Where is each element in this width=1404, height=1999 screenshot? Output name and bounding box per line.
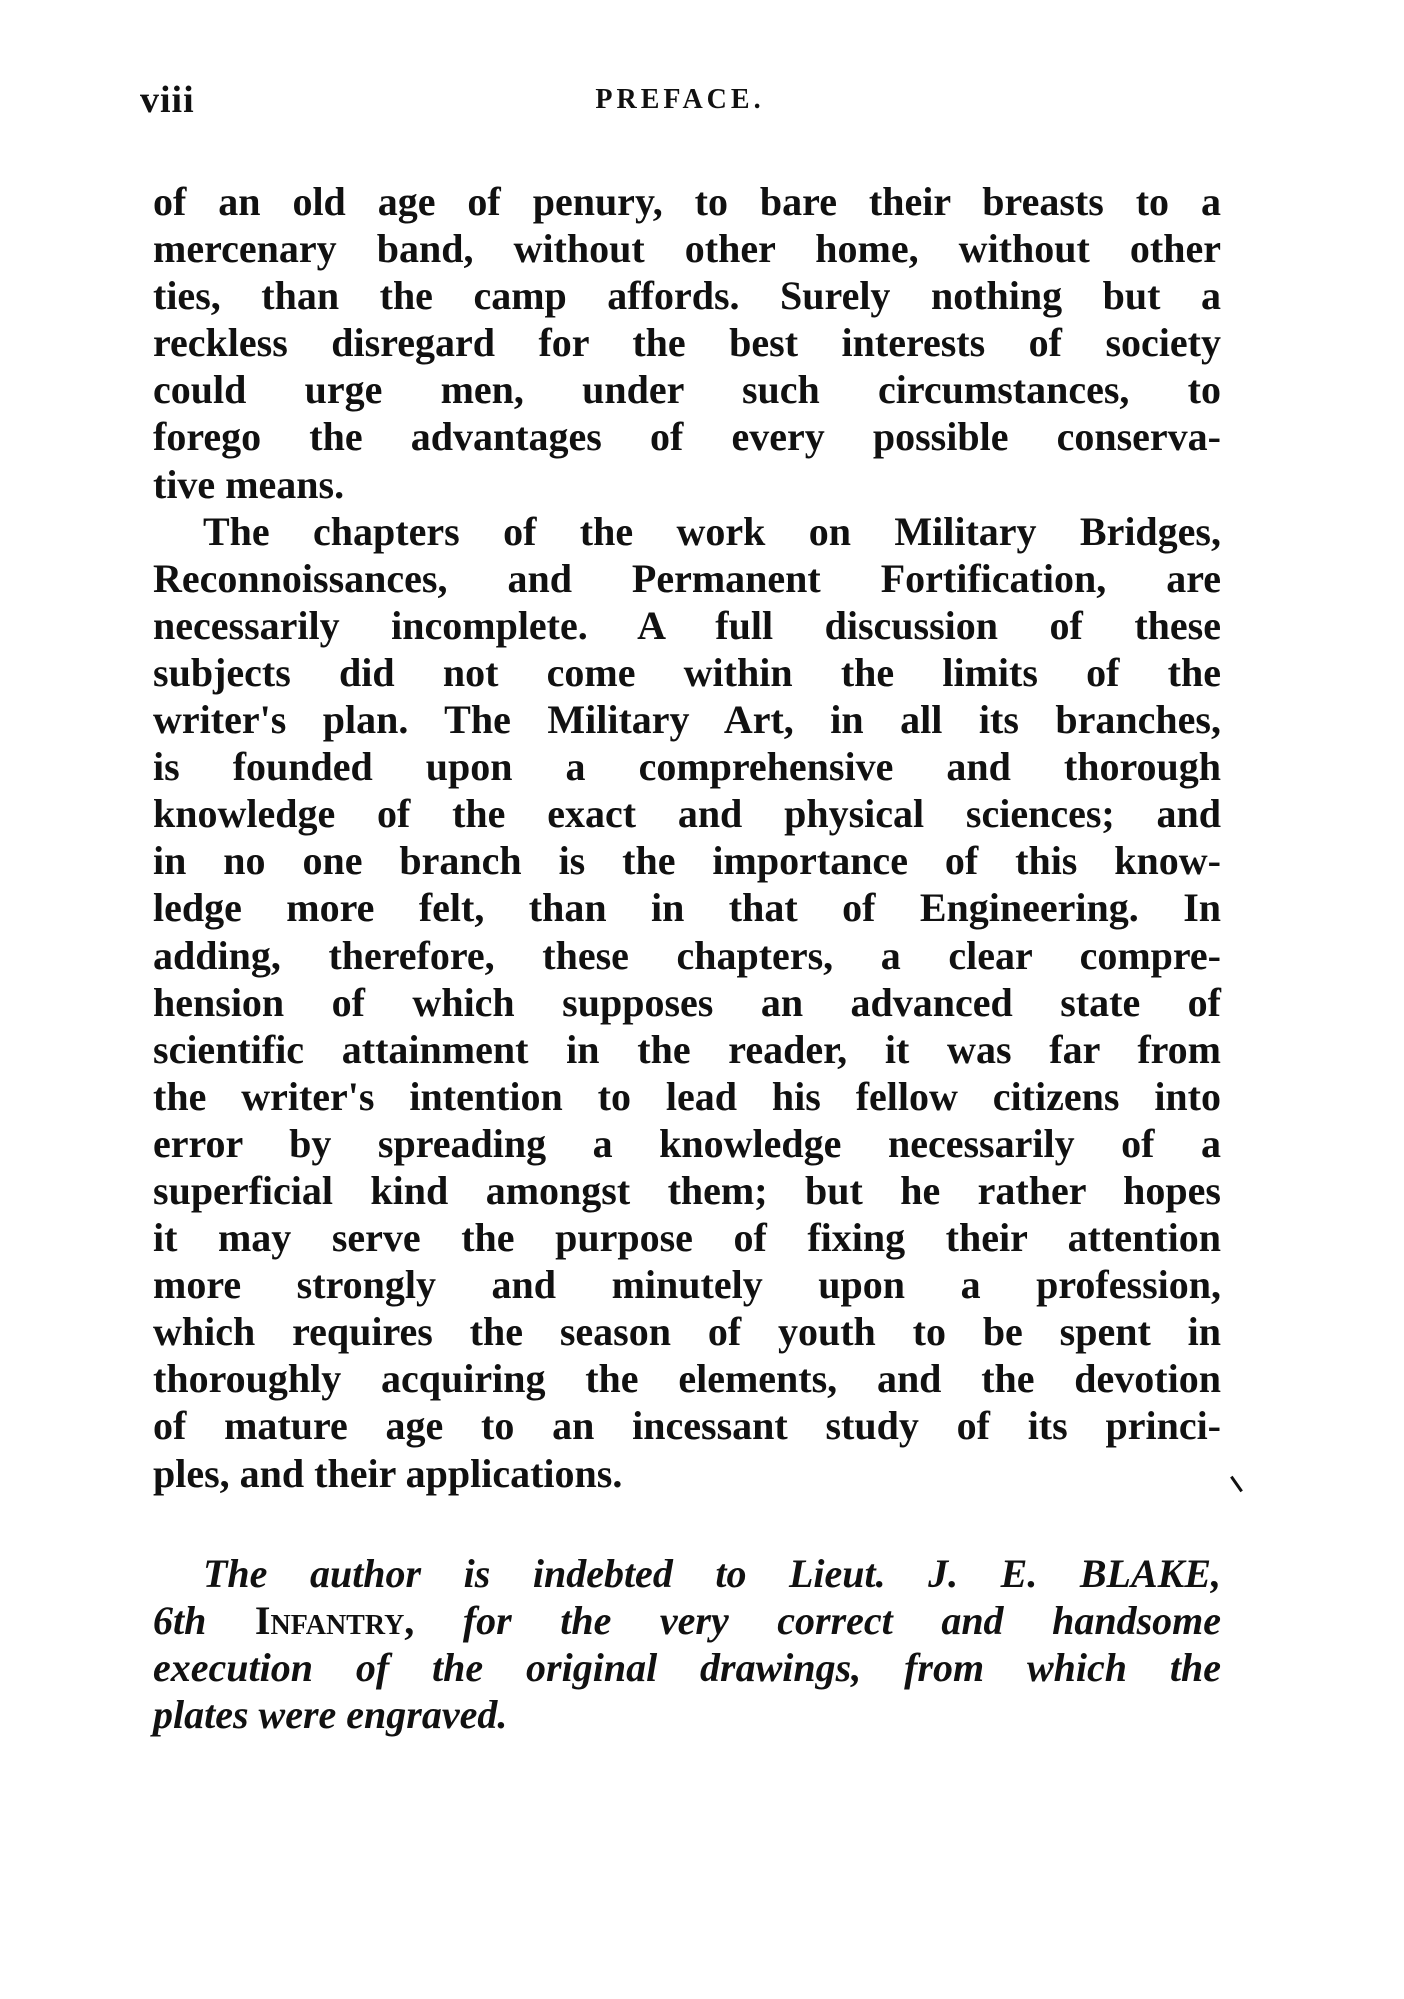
text-line: in no one branch is the importance of this know- bbox=[153, 838, 1221, 884]
text-line: subjects did not come within the limits of the bbox=[153, 649, 1221, 695]
text-line: reckless disregard for the best interests of society bbox=[153, 320, 1221, 366]
text-line: is founded upon a comprehensive and thorough bbox=[153, 744, 1221, 790]
text-line: writer's plan. The Military Art, in all its branches, bbox=[153, 697, 1221, 743]
ack-regiment-number: 6th bbox=[153, 1598, 207, 1643]
text-line: ples, and their applications. bbox=[153, 1450, 623, 1496]
text-line: which requires the season of youth to be spent in bbox=[153, 1309, 1221, 1355]
running-title: PREFACE. bbox=[595, 84, 765, 115]
running-head bbox=[140, 78, 1220, 138]
text-line: of mature age to an incessant study of its princi- bbox=[153, 1403, 1221, 1449]
text-line: scientific attainment in the reader, it was far from bbox=[153, 1026, 1221, 1072]
ack-line: execution of the original drawings, from which the bbox=[153, 1645, 1221, 1690]
text-line: ties, than the camp affords. Surely nothing but a bbox=[153, 273, 1221, 319]
text-line: superficial kind amongst them; but he rather hopes bbox=[153, 1167, 1221, 1213]
text-line: Reconnoissances, and Permanent Fortification, are bbox=[153, 555, 1221, 601]
ack-line: The author is indebted to Lieut. J. E. BLAKE, bbox=[203, 1551, 1221, 1596]
ack-line-text: for the very correct and handsome bbox=[462, 1598, 1222, 1643]
text-line: it may serve the purpose of fixing their attention bbox=[153, 1215, 1221, 1261]
text-line: error by spreading a knowledge necessarily of a bbox=[153, 1120, 1221, 1166]
text-line: of an old age of penury, to bare their breasts to a bbox=[153, 179, 1221, 224]
text-line: mercenary band, without other home, without other bbox=[153, 226, 1221, 272]
text-line: more strongly and minutely upon a profession, bbox=[153, 1262, 1221, 1308]
acknowledgement bbox=[153, 1550, 1221, 1738]
text-line: forego the advantages of every possible conserva- bbox=[153, 414, 1221, 460]
text-line: tive means. bbox=[153, 461, 345, 507]
page-number: viii bbox=[140, 79, 195, 121]
text-line: knowledge of the exact and physical sciences; and bbox=[153, 791, 1221, 837]
ack-regiment-name: Infantry, bbox=[254, 1598, 415, 1643]
preface-body bbox=[153, 178, 1221, 1497]
text-line: The chapters of the work on Military Bridges, bbox=[203, 508, 1221, 554]
text-line: the writer's intention to lead his fellow citizens into bbox=[153, 1073, 1221, 1119]
text-line: adding, therefore, these chapters, a clear compre- bbox=[153, 932, 1221, 978]
text-line: necessarily incomplete. A full discussion of these bbox=[153, 602, 1221, 648]
text-line: hension of which supposes an advanced state of bbox=[153, 979, 1221, 1025]
text-line: could urge men, under such circumstances, to bbox=[153, 367, 1221, 413]
text-line: thoroughly acquiring the elements, and the devotion bbox=[153, 1356, 1221, 1402]
ack-line: plates were engraved. bbox=[153, 1692, 508, 1737]
ack-line bbox=[153, 1597, 1221, 1644]
stray-ink-mark bbox=[1230, 1476, 1243, 1492]
text-line: ledge more felt, than in that of Engineering. In bbox=[153, 885, 1221, 931]
